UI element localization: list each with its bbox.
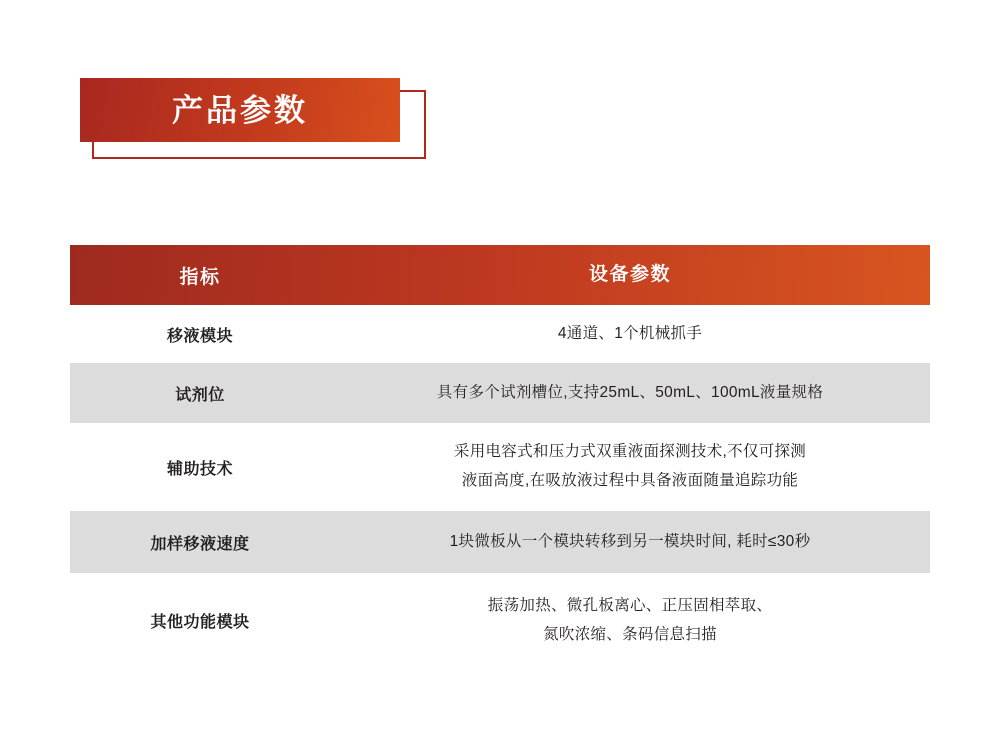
row-value [330, 511, 930, 573]
row-value-line: 氮吹浓缩、条码信息扫描 [543, 625, 717, 643]
table-header-row [70, 245, 930, 305]
row-label: 辅助技术 [166, 460, 233, 478]
row-value-lines [356, 379, 904, 408]
row-label: 其他功能模块 [150, 614, 250, 631]
title-fill-box [80, 78, 400, 142]
row-value-lines [356, 528, 904, 557]
row-value [330, 363, 930, 423]
row-value-lines [356, 592, 904, 649]
parameters-table [70, 245, 930, 668]
page-title: 产品参数 [172, 92, 308, 128]
header-cell-indicator: 指标 [179, 266, 221, 288]
row-value [330, 305, 930, 363]
row-label: 试剂位 [175, 386, 225, 404]
table-row [70, 573, 930, 668]
table-row [70, 363, 930, 423]
table-row [70, 305, 930, 363]
row-label: 移液模块 [166, 327, 233, 345]
row-value-line: 具有多个试剂槽位,支持25mL、50mL、100mL液量规格 [436, 383, 824, 401]
row-value-lines [356, 320, 904, 349]
row-value-line: 液面高度,在吸放液过程中具备液面随量追踪功能 [461, 472, 799, 489]
row-value-line: 4通道、1个机械抓手 [557, 324, 703, 342]
row-value-line: 振荡加热、微孔板离心、正压固相萃取、 [487, 596, 773, 614]
row-value-lines [356, 438, 904, 495]
row-value-line: 1块微板从一个模块转移到另一模块时间, 耗时≤30秒 [449, 532, 811, 550]
row-label: 加样移液速度 [150, 535, 250, 553]
header-cell-parameter: 设备参数 [588, 264, 671, 286]
section-title-badge [80, 78, 428, 161]
row-value [330, 423, 930, 511]
table-row [70, 423, 930, 511]
row-value-line: 采用电容式和压力式双重液面探测技术,不仅可探测 [453, 443, 807, 461]
table-row [70, 511, 930, 573]
row-value [330, 573, 930, 668]
